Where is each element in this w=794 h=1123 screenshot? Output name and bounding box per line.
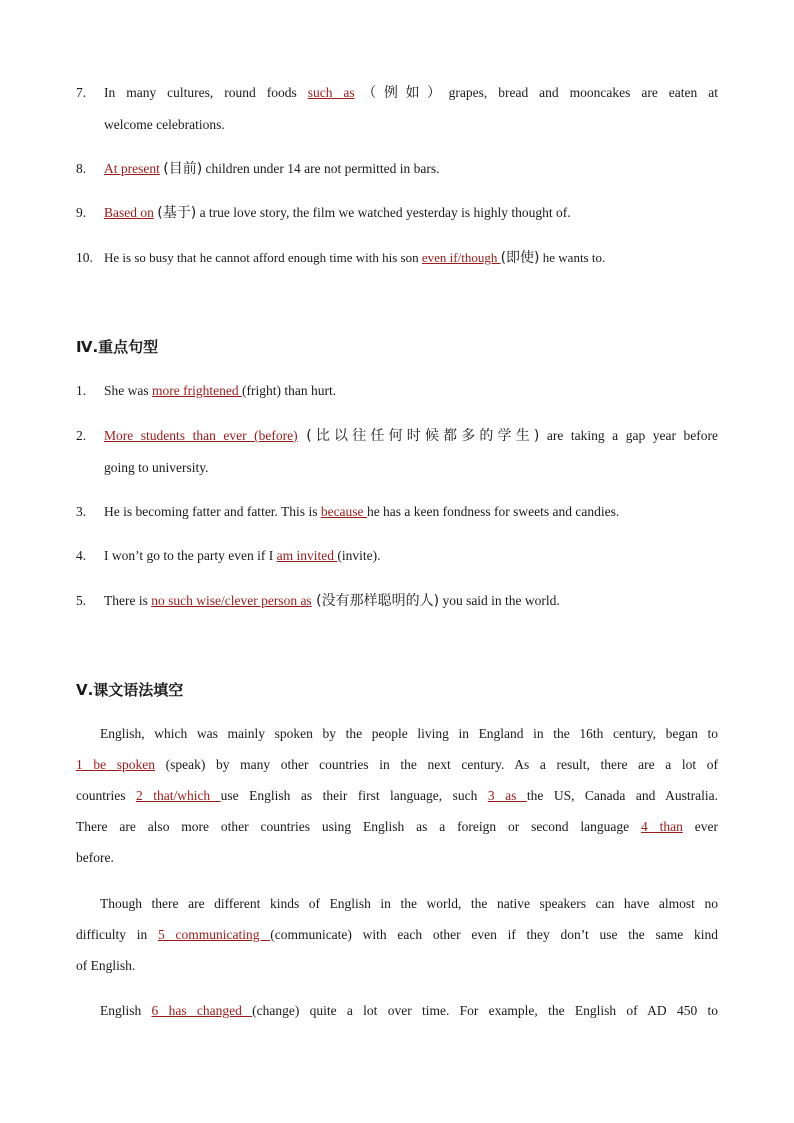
answer-text: 3 as	[487, 788, 527, 803]
item-number: 7.	[76, 85, 87, 100]
list-item: 10. He is so busy that he cannot afford enough time with his son even if/though (即使) he wants to.	[76, 242, 718, 274]
item-number: 9.	[76, 205, 87, 220]
list-item: 7. In many cultures, round foods such as（例如）grapes, bread and mooncakes are eaten at welcome celebrations.	[76, 77, 718, 140]
item-number: 8.	[76, 161, 87, 176]
answer-text: more frightened	[152, 383, 242, 398]
list-item: 1. She was more frightened (fright) than hurt.	[76, 375, 718, 406]
answer-text: Based on	[104, 205, 154, 220]
answer-text: 6 has changed	[151, 1003, 253, 1018]
answer-text: no such wise/clever person as	[151, 593, 312, 608]
answer-text: such as	[307, 85, 355, 100]
item-number: 4.	[76, 548, 87, 563]
answer-text: even if/though	[421, 250, 501, 265]
answer-text: At present	[104, 161, 160, 176]
list-item: 5. There is no such wise/clever person as (没有那样聪明的人) you said in the world.	[76, 585, 718, 617]
list-item: 8. At present (目前) children under 14 are not permitted in bars.	[76, 153, 718, 185]
answer-text: because	[320, 504, 367, 519]
list-item: 3. He is becoming fatter and fatter. This is because he has a keen fondness for sweets and candies.	[76, 496, 718, 527]
list-item: 2. More students than ever (before) (比以往任何时候都多的学生) are taking a gap year before going to university.	[76, 420, 718, 483]
list-item: 9. Based on (基于) a true love story, the film we watched yesterday is highly thought of.	[76, 197, 718, 229]
item-number: 2.	[76, 428, 87, 443]
paragraph: English, which was mainly spoken by the people living in England in the 16th century, began to 1 be spoken (speak) by many other countries in the next century. As a result, there are a lot of countries 2 that/which use English as their first language, such 3 as the US, Canada and Australia. There are also more other countries using English as a foreign or second language 4 than ever before.	[76, 726, 719, 865]
item-number: 5.	[76, 593, 87, 608]
list-item: 4. I won’t go to the party even if I am invited (invite).	[76, 540, 718, 571]
answer-text: More students than ever (before)	[104, 428, 298, 443]
answer-text: 5 communicating	[157, 927, 271, 942]
answer-text: 4 than	[641, 819, 683, 834]
paragraph: Though there are different kinds of English in the world, the native speakers can have almost no difficulty in 5 communicating (communicate) with each other even if they don’t use the same kind of English.	[76, 896, 718, 973]
answer-text: am invited	[276, 548, 338, 563]
item-number: 10.	[76, 250, 93, 265]
answer-text: 1 be spoken	[76, 757, 156, 772]
paragraph: English 6 has changed (change) quite a lot over time. For example, the English of AD 450 to	[100, 1003, 718, 1018]
section-heading: Ⅴ.课文语法填空	[76, 681, 184, 699]
answer-text: 2 that/which	[135, 788, 221, 803]
item-number: 3.	[76, 504, 87, 519]
section-heading: Ⅳ.重点句型	[76, 338, 159, 356]
item-number: 1.	[76, 383, 87, 398]
